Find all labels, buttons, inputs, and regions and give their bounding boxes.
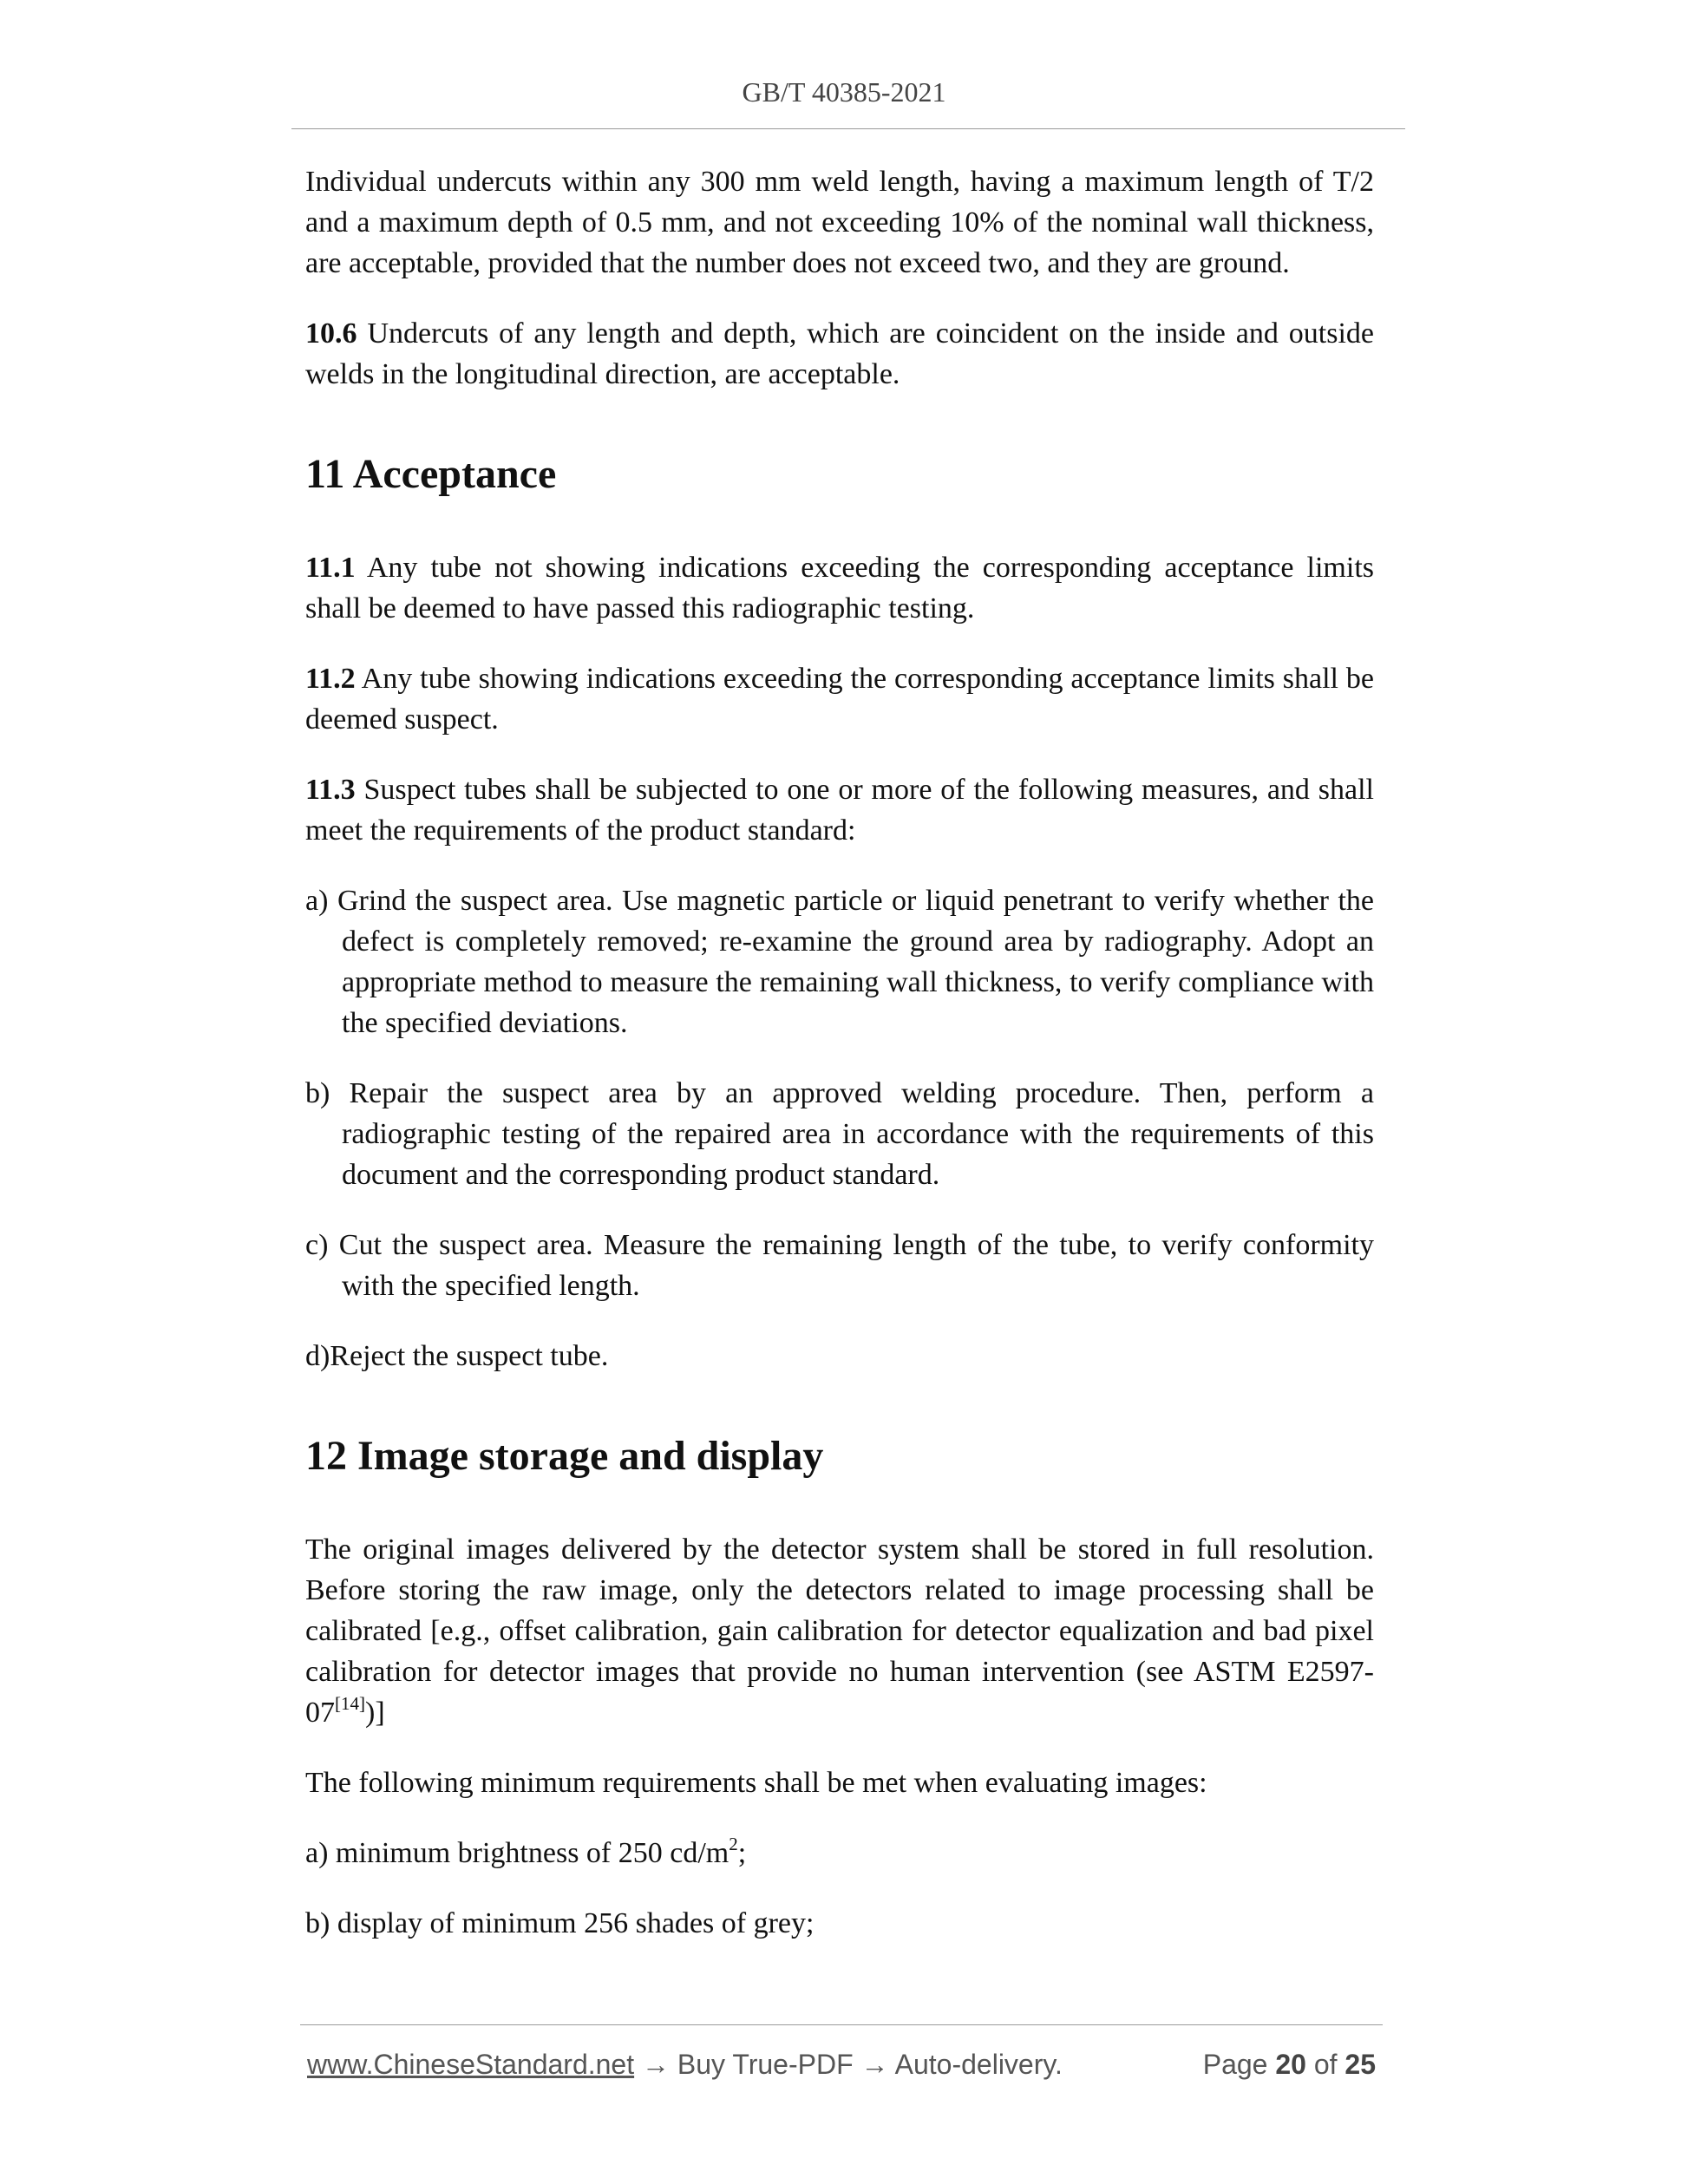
clause-11-3 (305, 769, 1374, 851)
measure-item-a (305, 880, 1374, 1043)
list-label: a) (305, 1837, 329, 1869)
list-text: Grind the suspect area. Use magnetic particle or liquid penetrant to verify whether the defect is completely removed; re-examine the ground area by radiography. Adopt an appropriate method to measure the remaining wall thickness, to verify compliance with the specified deviations. (337, 885, 1374, 1039)
clause-text: Any tube showing indications exceeding the corresponding acceptance limits shall be deemed suspect. (305, 663, 1374, 736)
clause-number: 11.2 (305, 663, 356, 695)
clause-number: 11.3 (305, 774, 356, 806)
header-divider (291, 128, 1405, 129)
list-label: a) (305, 885, 329, 917)
running-header: GB/T 40385-2021 (742, 76, 946, 108)
page-current: 20 (1275, 2049, 1306, 2080)
footer-promo (307, 2049, 1063, 2081)
measure-item-d (305, 1336, 1374, 1376)
intro-paragraph: Individual undercuts within any 300 mm weld length, having a maximum length of T/2 and a maximum depth of 0.5 mm, and not exceeding 10% of the nominal wall thickness, are acceptable, provided that the number does not exceed two, and they are ground. (305, 166, 1374, 279)
superscript: 2 (729, 1834, 738, 1854)
section-heading-11: 11 Acceptance (305, 451, 557, 497)
requirement-item-b (305, 1903, 1374, 1944)
clause-11-1 (305, 547, 1374, 629)
clause-text: Suspect tubes shall be subjected to one or more of the following measures, and shall meet the requirements of the product standard: (305, 774, 1375, 847)
list-text: Cut the suspect area. Measure the remaining length of the tube, to verify conformity with the specified length. (338, 1229, 1374, 1302)
page-body (305, 161, 1374, 1973)
list-label: b) (305, 1907, 330, 1939)
page-of: of (1313, 2049, 1338, 2080)
storage-text-close: )] (365, 1697, 385, 1729)
display-requirements-intro: The following minimum requirements shall be met when evaluating images: (305, 1767, 1207, 1799)
measure-item-c (305, 1225, 1374, 1306)
list-text: display of minimum 256 shades of grey; (337, 1907, 815, 1939)
page-label: Page (1202, 2049, 1268, 2080)
requirement-item-a (305, 1833, 1374, 1873)
list-label: c) (305, 1229, 329, 1261)
clause-text: Any tube not showing indications exceeding the corresponding acceptance limits shall be deemed to have passed this radiographic testing. (305, 552, 1374, 624)
footer-divider (300, 2024, 1383, 2025)
page-total: 25 (1345, 2049, 1376, 2080)
page-number (1203, 2049, 1376, 2081)
list-text: Reject the suspect tube. (330, 1340, 609, 1372)
promo-text: → Buy True-PDF → Auto-delivery. (634, 2049, 1063, 2080)
reference-citation: [14] (335, 1693, 365, 1714)
list-text: minimum brightness of 250 cd/m (335, 1837, 730, 1869)
clause-10-6 (305, 313, 1374, 395)
measure-item-b (305, 1073, 1374, 1195)
storage-paragraph (305, 1529, 1374, 1733)
clause-11-2 (305, 658, 1374, 740)
section-heading-12: 12 Image storage and display (305, 1433, 824, 1479)
clause-number: 10.6 (305, 317, 357, 350)
clause-number: 11.1 (305, 552, 356, 584)
list-label: d) (305, 1340, 330, 1372)
list-text: Repair the suspect area by an approved welding procedure. Then, perform a radiographic testing of the repaired area in accordance with the requirements of this document and the corresponding product standard. (342, 1077, 1375, 1191)
storage-text: The original images delivered by the detector system shall be stored in full resolution. Before storing the raw image, only the detectors related to image processing shall be calibrated [e.g., offset calibration, gain calibration for detector equalization and bad pixel calibration for detector images that provide no human intervention (see ASTM E2597-07 (305, 1533, 1374, 1729)
website-link[interactable]: www.ChineseStandard.net (307, 2049, 635, 2080)
list-label: b) (305, 1077, 330, 1109)
page-footer (307, 2049, 1376, 2090)
clause-text: Undercuts of any length and depth, which are coincident on the inside and outside welds in the longitudinal direction, are acceptable. (305, 317, 1375, 390)
list-text-end: ; (737, 1837, 747, 1869)
